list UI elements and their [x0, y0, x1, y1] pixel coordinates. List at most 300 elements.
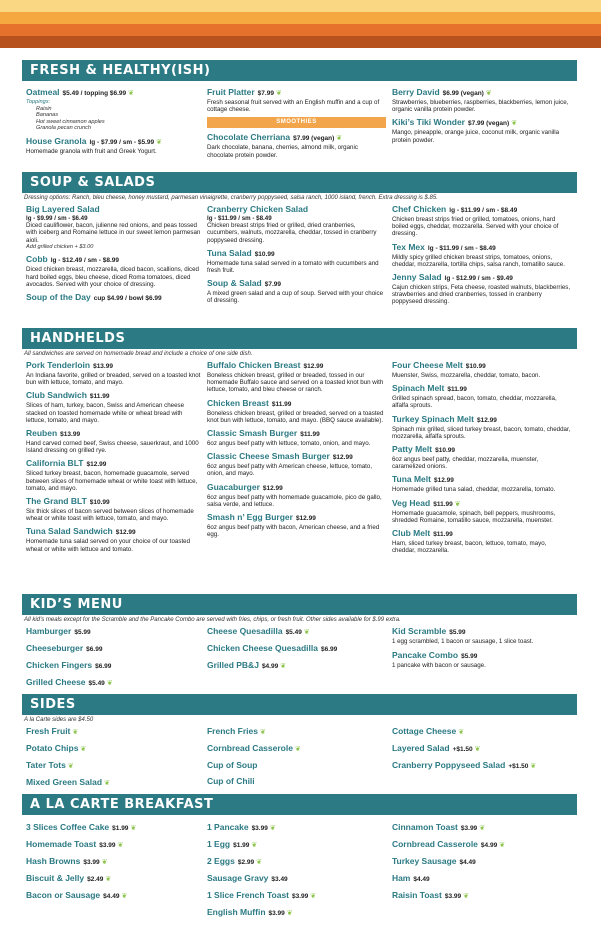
menu-item-description: 1 egg scrambled, 1 bacon or sausage, 1 slice toast.: [391, 638, 534, 645]
menu-item-name: Cornbread Casserole: [391, 839, 478, 849]
stripe: [0, 24, 601, 36]
menu-item-description: Slices of ham, turkey, bacon, Swiss and American cheese stacked on toasted homemade white or wheat bread with lettuce, tomato, and mayo.: [26, 402, 185, 424]
menu-item-name: Club Sandwich: [26, 390, 87, 401]
menu-item: [392, 626, 571, 645]
menu-item-name: Kiki’s Tiki Wonder: [391, 117, 465, 128]
menu-item-name: Chocolate Cherriana: [206, 132, 291, 143]
menu-item-price: lg - $12.99 / sm - $9.49: [444, 275, 513, 283]
menu-item-header: [26, 643, 201, 655]
section-sides: [22, 694, 577, 794]
topping-item: Hot sweet cinnamon apples: [36, 118, 105, 125]
menu-item-name: Oatmeal: [26, 87, 60, 97]
column: [392, 822, 577, 924]
menu-item-header: [26, 873, 201, 885]
topping-item: Bananas: [36, 112, 59, 118]
menu-item-header: [392, 856, 571, 868]
column: [207, 822, 392, 924]
menu-item-description: A mixed green salad and a cup of soup. Served with your choice of dressing.: [206, 290, 384, 305]
menu-item-header: [207, 360, 386, 372]
menu-item-header: [207, 398, 386, 410]
vegetarian-leaf-icon: ❦: [280, 663, 287, 670]
menu-item: [26, 743, 201, 755]
menu-item-name: Buffalo Chicken Breast: [206, 360, 301, 370]
menu-item: [26, 458, 201, 492]
menu-item-header: [392, 528, 571, 540]
menu-item-header: [392, 272, 571, 284]
menu-item: [207, 873, 386, 885]
menu-item-price: $7.99: [257, 90, 274, 97]
menu-item-price: cup $4.99 / bowl $6.99: [93, 294, 162, 302]
menu-item-price: $10.99: [89, 499, 110, 507]
menu-item-name: Cornbread Casserole: [206, 743, 293, 753]
menu-item-name: Classic Cheese Smash Burger: [206, 451, 330, 462]
menu-item-header: [26, 626, 201, 638]
menu-item: [207, 660, 386, 672]
menu-item-price: $7.99: [264, 281, 282, 289]
vegetarian-leaf-icon: ❦: [511, 120, 518, 128]
menu-item: [26, 87, 201, 132]
section-title: A LA CARTE BREAKFAST: [22, 794, 577, 815]
topping-item: Raisin: [36, 105, 52, 112]
smoothies-label: SMOOTHIES: [207, 117, 386, 128]
menu-item-header: [26, 760, 201, 772]
menu-item: [392, 528, 571, 554]
vegetarian-leaf-icon: ❦: [269, 825, 276, 832]
menu-item: [26, 890, 201, 902]
menu-item: [26, 292, 201, 304]
menu-item-name: Four Cheese Melt: [391, 360, 463, 370]
section-fresh: [22, 60, 577, 163]
menu-item-name: Potato Chips: [26, 743, 79, 753]
section-kids-menu: [22, 594, 577, 694]
section-title: HANDHELDS: [22, 328, 577, 349]
menu-item-name: Tuna Salad Sandwich: [26, 526, 113, 537]
menu-item-name: Club Melt: [391, 528, 431, 539]
menu-item-price: $3.99: [251, 825, 268, 832]
vegetarian-leaf-icon: ❦: [117, 842, 124, 849]
menu-item-name: Chicken Cheese Quesadilla: [206, 643, 318, 653]
menu-item-name: 1 Pancake: [206, 822, 249, 832]
vegetarian-leaf-icon: ❦: [286, 910, 293, 917]
menu-item: [392, 498, 571, 524]
menu-item-description: Grilled spinach spread, bacon, tomato, cheddar, mozzarella, alfalfa sprouts.: [391, 395, 557, 410]
menu-item-header: [207, 660, 386, 672]
menu-item-header: [392, 498, 571, 510]
menu-item-name: French Fries: [206, 726, 258, 736]
menu-item-price: $12.99: [476, 416, 497, 424]
menu-item: [26, 856, 201, 868]
menu-item-description: Muenster, Swiss, mozzarella, cheddar, tomato, bacon.: [391, 372, 541, 379]
vegetarian-leaf-icon: ❦: [130, 825, 137, 832]
stripe: [0, 36, 601, 48]
menu-item-name: Soup of the Day: [26, 291, 91, 302]
menu-item: [392, 242, 571, 268]
menu-item-name: 1 Slice French Toast: [206, 890, 290, 900]
menu-item: [207, 360, 386, 394]
menu-item-name: 2 Eggs: [206, 856, 235, 866]
menu-item: [26, 360, 201, 386]
menu-item-price: $12.99: [86, 461, 107, 469]
menu-item-description: Cajun chicken strips, Feta cheese, roasted walnuts, blackberries, strawberries and dried cranberries, tossed in cranberry poppyseed dressing.: [391, 284, 571, 306]
menu-item-name: Sausage Gravy: [206, 873, 269, 883]
menu-item-header: [26, 204, 201, 215]
menu-item-header: [392, 474, 571, 486]
menu-item-price: $6.99: [86, 646, 103, 653]
menu-item-header: [392, 242, 571, 254]
menu-item-price: $6.99: [95, 663, 112, 670]
menu-item: [207, 87, 386, 113]
menu-item-header: [26, 87, 201, 99]
vegetarian-leaf-icon: ❦: [72, 729, 79, 736]
menu-item-header: [26, 136, 201, 148]
menu-item-price: $6.99: [321, 646, 338, 653]
menu-item: [26, 777, 201, 789]
menu-item-price: $12.99: [262, 484, 283, 492]
menu-item: [392, 414, 571, 440]
menu-item-header: [392, 822, 571, 834]
menu-item-description: Diced chicken breast, mozzarella, diced bacon, scallions, diced hard boiled eggs, bleu cheese, diced Roma tomatoes, diced avocados. Served with your choice of dressing.: [26, 266, 199, 288]
menu-item-description: Strawberries, blueberries, raspberries, blackberries, lemon juice, organic vanilla protein powder.: [391, 99, 569, 114]
menu-item: [207, 726, 386, 738]
menu-item-name: Tater Tots: [26, 760, 66, 770]
menu-item-description: Spinach mix grilled, sliced turkey breast, bacon, tomato, cheddar, mozzarella, alfalfa sprouts.: [391, 425, 571, 440]
menu-item-header: [26, 677, 201, 689]
menu-item-name: Turkey Spinach Melt: [391, 413, 474, 424]
menu-item-price: $5.49: [285, 629, 302, 636]
vegetarian-leaf-icon: ❦: [458, 729, 465, 736]
menu-item-header: [207, 760, 386, 771]
menu-item-price: $5.99: [461, 653, 478, 661]
menu-item: [26, 136, 201, 155]
menu-item: [207, 743, 386, 755]
menu-item-description: Homemade tuna salad served on your choice of our toasted wheat or white with lettuce and tomato.: [26, 538, 191, 553]
menu-item-header: [392, 873, 571, 885]
menu-item-header: [392, 839, 571, 851]
menu-item-price: $10.99: [465, 363, 486, 370]
menu-item-name: Classic Smash Burger: [206, 428, 298, 439]
menu-item-name: English Muffin: [206, 907, 266, 917]
menu-item: [207, 398, 386, 424]
column: [392, 360, 577, 558]
menu-item: [26, 496, 201, 522]
menu-item-price: $7.99 (vegan): [293, 135, 335, 143]
menu-item-name: Fresh Fruit: [26, 726, 71, 736]
vegetarian-leaf-icon: ❦: [256, 859, 262, 866]
menu-item-name: Reuben: [26, 428, 58, 439]
menu-item: [26, 839, 201, 851]
menu-item: [207, 204, 386, 244]
menu-item-description: Mildly spicy grilled chicken breast strips, tomatoes, onions, cheddar, mozzarella, tortilla chips, salsa ranch, tomatillo sauce.: [391, 253, 565, 268]
menu-item-name: California BLT: [26, 458, 84, 469]
menu-item-name: Cobb: [26, 254, 48, 265]
menu-item-header: [207, 907, 386, 919]
menu-item-price: $3.99: [99, 842, 116, 849]
column: [22, 626, 207, 694]
section-soup-salads: [22, 172, 577, 310]
menu-item-header: [26, 822, 201, 834]
menu-item-description: Homemade grilled tuna salad, cheddar, mozzarella, tomato.: [391, 486, 556, 494]
menu-item-name: 3 Slices Coffee Cake: [26, 822, 110, 832]
menu-item-name: Mixed Green Salad: [26, 777, 103, 787]
menu-item-name: Soup & Salad: [206, 278, 262, 289]
menu-item-price: lg - $12.49 / sm - $8.99: [50, 257, 120, 265]
menu-item-description: Six thick slices of bacon served between slices of homemade wheat or white toast with lettuce, tomato, and mayo.: [26, 508, 194, 523]
menu-item: [392, 890, 571, 902]
menu-item-price: +$1.50: [452, 746, 473, 753]
menu-item: [392, 474, 571, 493]
menu-item-description: 6oz angus beef patty with lettuce, tomato, onion, and mayo.: [206, 440, 371, 448]
menu-item-header: [26, 660, 201, 672]
vegetarian-leaf-icon: ❦: [336, 135, 343, 143]
vegetarian-leaf-icon: ❦: [101, 859, 108, 866]
menu-item-description: Mango, pineapple, orange juice, coconut milk, organic vanilla protein powder.: [391, 129, 560, 144]
menu-item-header: [26, 428, 201, 440]
menu-item-price: lg - $11.99 / sm - $8.49: [427, 244, 496, 252]
menu-item-header: [392, 743, 571, 755]
menu-item-price: $13.99: [60, 431, 81, 439]
menu-item: [207, 512, 386, 538]
menu-item-name: Jenny Salad: [391, 272, 442, 283]
menu-item-header: [207, 822, 386, 834]
menu-item-header: [207, 743, 386, 755]
menu-item-price: lg - $7.99 / sm - $5.99: [89, 138, 155, 146]
menu-item-name: Patty Melt: [391, 444, 433, 455]
vegetarian-leaf-icon: ❦: [80, 746, 87, 753]
menu-item-header: [392, 444, 571, 456]
menu-item-header: [392, 650, 571, 662]
menu-item-name: Ham: [391, 873, 411, 883]
menu-item-price: $3.99: [83, 859, 100, 866]
menu-item-header: [207, 856, 386, 868]
column: [22, 87, 207, 163]
menu-item: [207, 776, 386, 787]
menu-item-name: Berry David: [391, 87, 440, 97]
menu-item-name: Cranberry Poppyseed Salad: [391, 760, 506, 770]
header-stripes: [0, 0, 601, 48]
menu-item: [392, 87, 571, 113]
column: [392, 626, 577, 694]
vegetarian-leaf-icon: ❦: [294, 746, 301, 753]
menu-item-header: [392, 204, 571, 216]
menu-item-header: [207, 776, 386, 787]
menu-item-price: $4.99: [480, 842, 498, 849]
menu-item-price: $11.99: [433, 531, 453, 539]
menu-item-name: Grilled Cheese: [26, 677, 86, 687]
menu-item: [207, 856, 386, 868]
menu-item-header: [207, 873, 386, 885]
menu-item-header: [392, 726, 571, 738]
vegetarian-leaf-icon: ❦: [275, 90, 282, 97]
menu-item: [392, 444, 571, 470]
menu-item-description: 6oz angus beef patty with bacon, American cheese, and a fried egg.: [206, 524, 380, 539]
menu-item-name: Pancake Combo: [391, 650, 459, 661]
menu-item-name: 1 Egg: [206, 839, 231, 849]
menu-item-description: Chicken breast strips fried or grilled, dried cranberries, cucumbers, walnuts, mozzarella, cheddar, tossed in cranberry poppyseed dressing.: [206, 222, 377, 244]
menu-item-header: [207, 278, 386, 290]
menu-item-price: $3.99: [444, 893, 462, 900]
menu-item-price: $2.49: [87, 876, 104, 883]
menu-item-price: $12.99: [433, 477, 454, 485]
vegetarian-leaf-icon: ❦: [67, 763, 74, 770]
menu-item-name: Tuna Melt: [391, 474, 431, 485]
menu-item-name: Cinnamon Toast: [391, 822, 458, 832]
topping-item: Granola pecan crunch: [36, 125, 92, 131]
vegetarian-leaf-icon: ❦: [485, 90, 492, 97]
menu-item-price: lg - $11.99 / sm - $8.49: [449, 207, 518, 214]
toppings-label: Toppings:: [26, 99, 51, 105]
vegetarian-leaf-icon: ❦: [104, 780, 110, 787]
menu-item: [207, 626, 386, 638]
menu-item-name: Smash n’ Egg Burger: [206, 512, 293, 523]
menu-item-header: [26, 856, 201, 868]
menu-item-price: $12.99: [332, 454, 353, 462]
menu-item-price: $4.49: [103, 893, 120, 900]
menu-item-price: $4.99: [261, 663, 279, 670]
menu-item: [207, 907, 386, 919]
menu-item-price: $6.99 (vegan): [442, 90, 484, 97]
vegetarian-leaf-icon: ❦: [499, 842, 506, 849]
menu-item-name: Tuna Salad: [206, 247, 252, 258]
column: [392, 726, 577, 794]
vegetarian-leaf-icon: ❦: [156, 138, 163, 146]
menu-item-name: Hamburger: [26, 626, 72, 636]
menu-item-header: [207, 726, 386, 738]
vegetarian-leaf-icon: ❦: [128, 90, 134, 97]
menu-item-name: Layered Salad: [391, 743, 450, 753]
menu-item-name: Cheeseburger: [26, 643, 84, 653]
column: [392, 87, 577, 163]
menu-item: [392, 650, 571, 669]
section-note: All kid’s meals except for the Scramble and the Pancake Combo are served with fries, chips, or fresh fruit. Other sides available for $.99 extra.: [24, 617, 401, 623]
menu-item-header: [26, 839, 201, 851]
menu-item-header: [207, 204, 386, 215]
menu-item-name: Tex Mex: [391, 241, 425, 252]
menu-item: [392, 117, 571, 143]
menu-item-header: [392, 360, 571, 372]
menu-item-header: [26, 890, 201, 902]
vegetarian-leaf-icon: ❦: [251, 842, 258, 849]
menu-item-header: [26, 360, 201, 372]
section-title: KID’S MENU: [22, 594, 577, 615]
column: [207, 204, 392, 310]
menu-item-price: $11.99: [300, 431, 320, 439]
menu-item-header: [26, 777, 201, 789]
column: [392, 204, 577, 310]
section-a-la-carte-breakfast: [22, 794, 577, 924]
menu-item: [207, 428, 386, 447]
menu-item-description: 6oz angus beef patty with homemade guacamole, pico de gallo, salsa verde, and lettuce.: [206, 493, 382, 508]
section-note: A la Carte sides are $4.50: [24, 717, 94, 723]
vegetarian-leaf-icon: ❦: [463, 893, 470, 900]
menu-item: [392, 839, 571, 851]
menu-item: [392, 760, 571, 772]
menu-item-price: $3.99: [460, 825, 478, 832]
menu-item-name: Chicken Fingers: [26, 660, 93, 670]
menu-item-header: [26, 254, 201, 266]
menu-item: [26, 626, 201, 638]
menu-item-name: Cranberry Chicken Salad: [206, 204, 309, 214]
vegetarian-leaf-icon: ❦: [454, 500, 461, 508]
menu-item: [26, 204, 201, 250]
menu-item: [26, 677, 201, 689]
menu-item-header: [207, 248, 386, 260]
menu-item-price: $11.99: [271, 400, 292, 408]
menu-item-description: 6oz angus beef patty with American cheese, lettuce, tomato, onion, and mayo.: [206, 463, 373, 478]
menu-item-name: Cottage Cheese: [391, 726, 457, 736]
menu-item-price: $3.99: [292, 893, 309, 900]
menu-item: [392, 204, 571, 238]
menu-item-header: [26, 390, 201, 402]
menu-item-description: Ham, sliced turkey breast, bacon, lettuce, tomato, mayo, cheddar, mozzarella.: [391, 540, 547, 555]
column-part: [207, 132, 386, 158]
menu-item-name: The Grand BLT: [26, 496, 87, 507]
section-title: SOUP & SALADS: [22, 172, 577, 193]
vegetarian-leaf-icon: ❦: [530, 763, 537, 770]
menu-item-name: Chef Chicken: [391, 204, 447, 214]
section-title: FRESH & HEALTHY(ISH): [22, 60, 577, 81]
vegetarian-leaf-icon: ❦: [479, 825, 486, 832]
menu-item: [207, 132, 386, 158]
vegetarian-leaf-icon: ❦: [106, 680, 113, 687]
menu-item-description: 1 pancake with bacon or sausage.: [391, 662, 486, 670]
menu-item: [392, 873, 571, 885]
menu-item-price: $10.99: [435, 447, 455, 455]
menu-item: [26, 254, 201, 288]
menu-item: [392, 726, 571, 738]
menu-item-price: $1.99: [233, 842, 250, 849]
menu-item: [392, 822, 571, 834]
menu-item-price: $12.99: [303, 363, 324, 370]
menu-item-header: [26, 743, 201, 755]
menu-item-header: [207, 626, 386, 638]
column: [207, 626, 392, 694]
menu-item-name: Chicken Breast: [206, 397, 269, 408]
menu-item: [207, 248, 386, 274]
menu-item-description: Boneless chicken breast, grilled or breaded, served on a toasted knot bun with lettuce, tomato, and mayo. (BBQ sauce available).: [206, 409, 384, 424]
menu-item-price: lg - $9.99 / sm - $6.49: [26, 215, 88, 222]
menu-item: [26, 428, 201, 454]
menu-item-price: $11.99: [433, 500, 453, 508]
menu-item-name: Guacaburger: [206, 481, 260, 492]
menu-item-header: [207, 890, 386, 902]
menu-item-price: $11.99: [447, 386, 467, 394]
menu-item-note: Add grilled chicken + $3.00: [26, 243, 94, 250]
menu-item-name: Veg Head: [391, 497, 431, 508]
menu-item-name: Hash Browns: [26, 856, 81, 866]
menu-item-price: $12.99: [295, 515, 316, 523]
menu-item-description: Hand carved corned beef, Swiss cheese, sauerkraut, and 1000 Island dressing on grilled rye.: [26, 440, 199, 455]
menu-item-name: Homemade Toast: [26, 839, 97, 849]
menu-item-price: $7.99 (vegan): [468, 120, 510, 128]
menu-item-price: $5.49: [88, 680, 105, 687]
menu-item-description: 6oz angus beef patty, cheddar, mozzarella, muenster, caramelized onions.: [391, 456, 539, 471]
section-title: SIDES: [22, 694, 577, 715]
vegetarian-leaf-icon: ❦: [260, 729, 266, 736]
column: [207, 360, 392, 558]
menu-item-price: $12.99: [115, 529, 136, 537]
menu-item-price: $13.99: [93, 363, 113, 370]
menu-item-header: [207, 428, 386, 440]
section-note: Dressing options: Ranch, bleu cheese, honey mustard, parmesan vinaigrette, cranberry poppyseed, salsa ranch, 1000 island, french. Extra dressing is $.85.: [24, 195, 438, 201]
column: [207, 87, 392, 163]
column: [22, 360, 207, 558]
menu-item-description: Dark chocolate, banana, cherries, almond milk, organic chocolate protein powder.: [206, 144, 358, 159]
menu-item: [207, 839, 386, 851]
menu-item-price: $3.99: [268, 910, 285, 917]
menu-item-header: [207, 482, 386, 494]
column: [22, 822, 207, 924]
menu-item-header: [26, 496, 201, 508]
